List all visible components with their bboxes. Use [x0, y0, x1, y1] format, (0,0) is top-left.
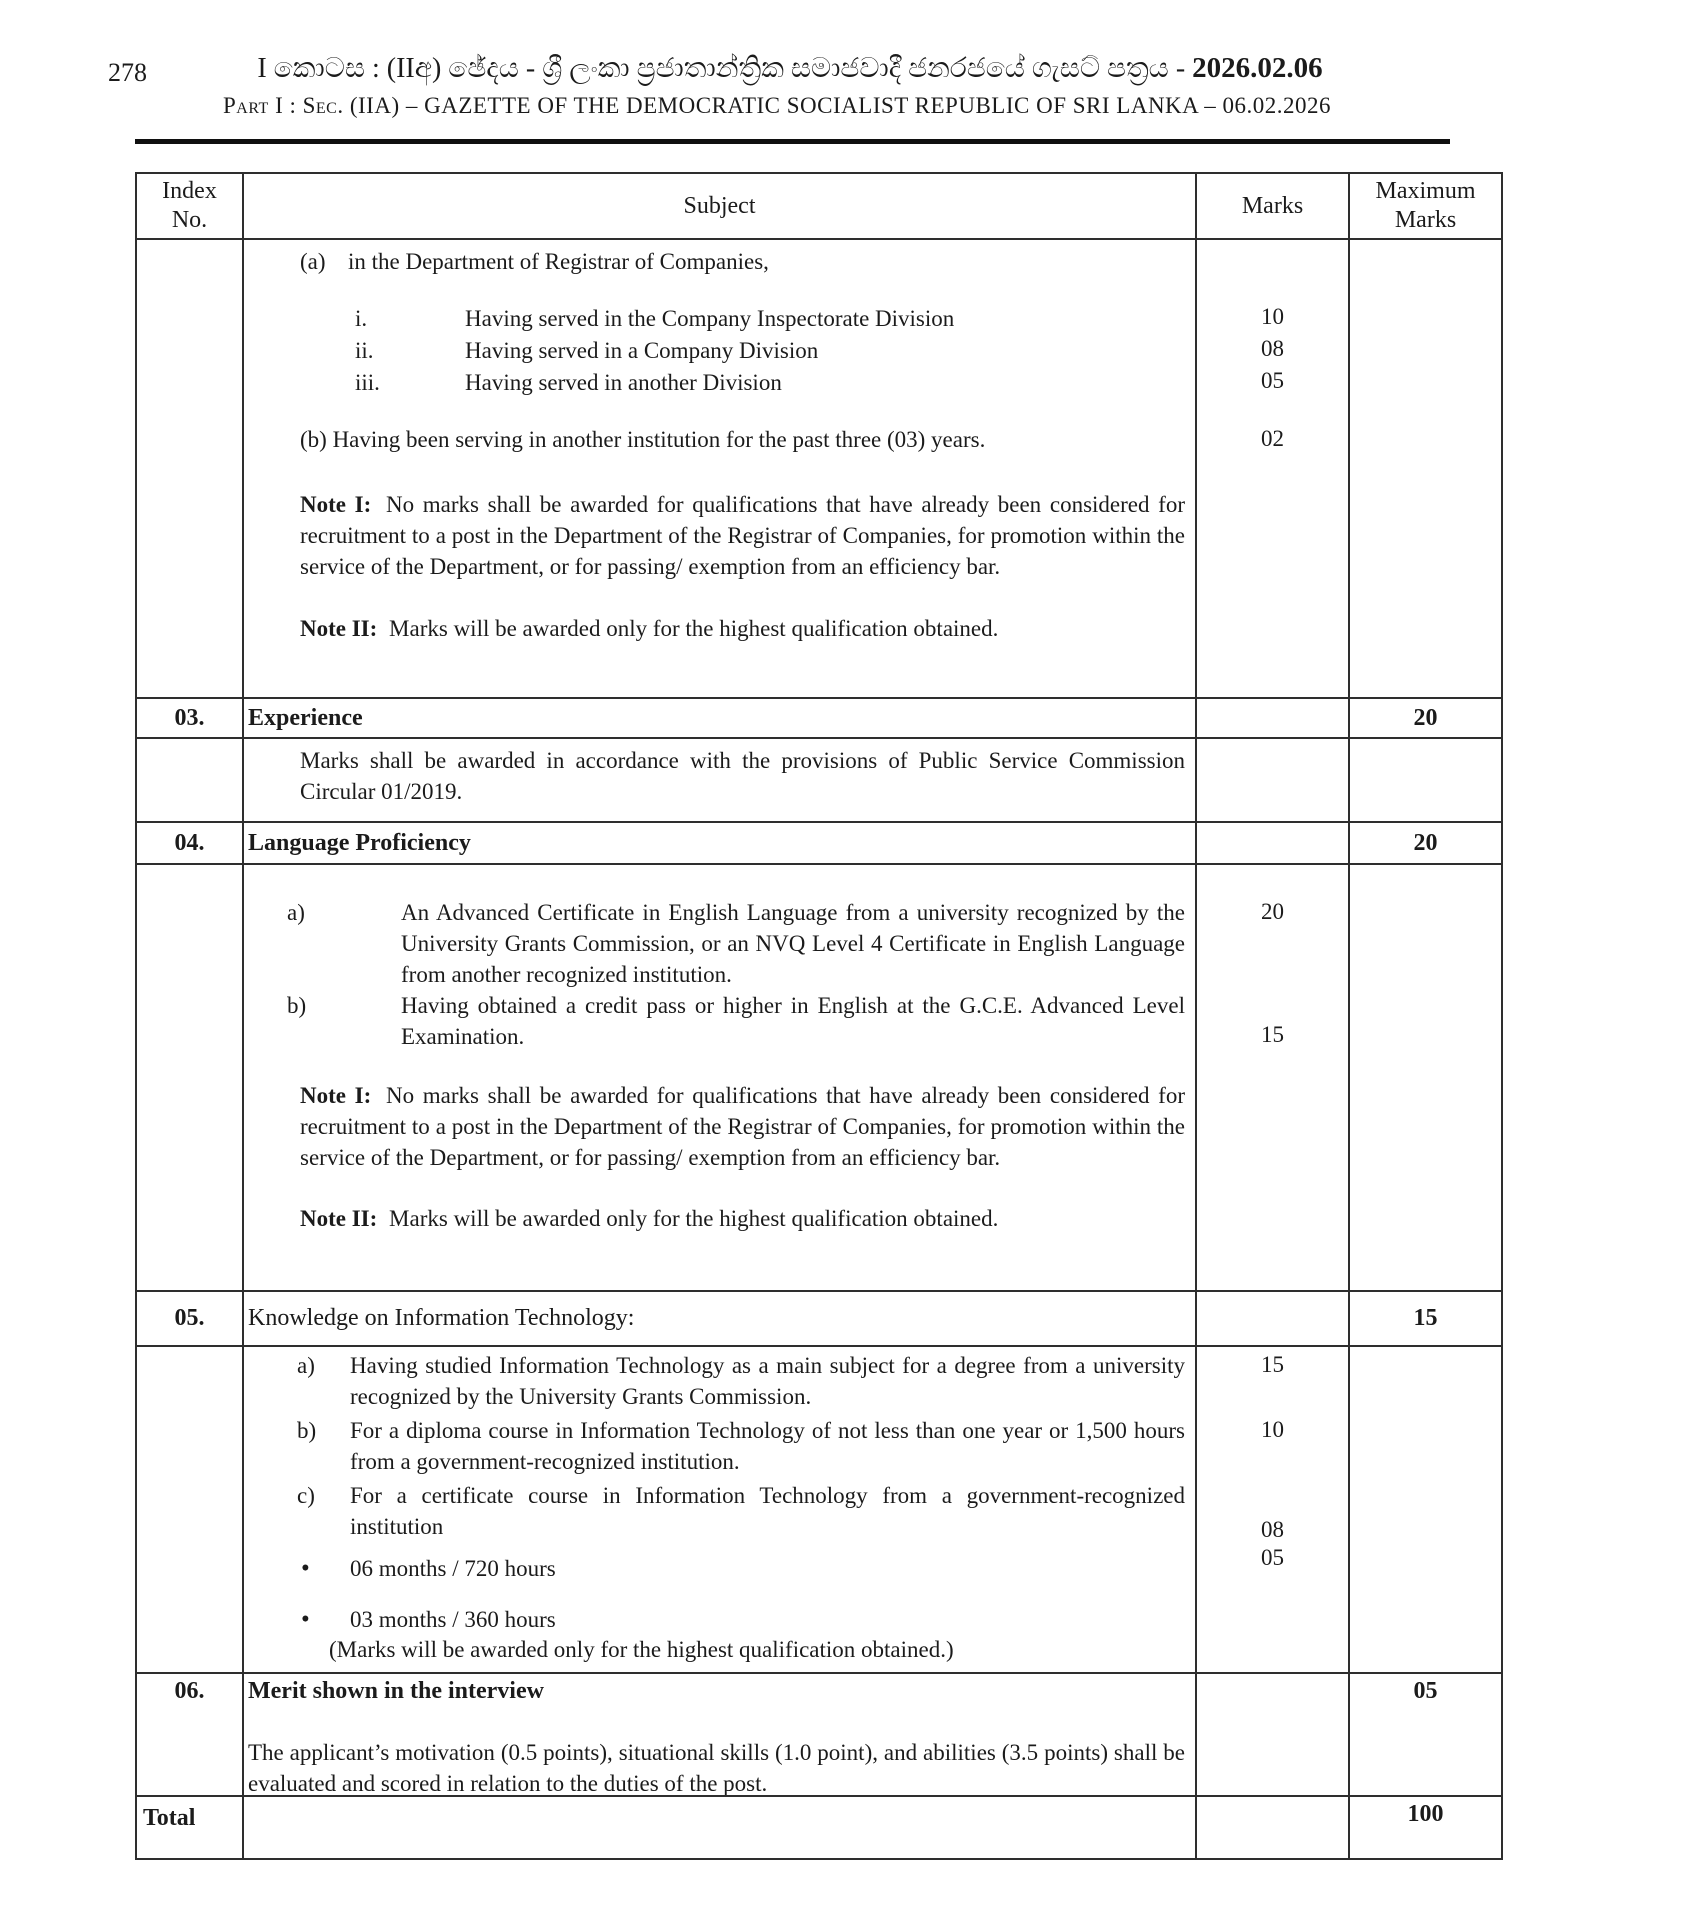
list-item: b) Having obtained a credit pass or higher in English at the G.C.E. Advanced Level Examination. [287, 993, 1185, 1049]
max-marks-value: 20 [1413, 704, 1438, 731]
cell-max-marks [1350, 240, 1501, 697]
header-english: Part I : Sec. (IIA) – GAZETTE OF THE DEMOCRATIC SOCIALIST REPUBLIC OF SRI LANKA – 06.02.2026 [222, 93, 1332, 118]
bullet-note: (Marks will be awarded only for the highest qualification obtained.) [329, 1637, 954, 1662]
merit-desc: The applicant’s motivation (0.5 points), situational skills (1.0 point), and abilities (3.5 points) shall be evaluated and scored in relation to the duties of the post. [248, 1740, 1185, 1795]
cell-index-empty [137, 739, 244, 821]
cell-marks [1197, 1797, 1350, 1858]
note-1: Note I: No marks shall be awarded for qualifications that have already been considered for recruitment to a post in the Department of the Registrar of Companies, for promotion within the service of the Department, or for passing/ exemption from an efficiency bar. [300, 492, 1185, 579]
bullet-item: • 03 months / 360 hours [244, 1605, 1185, 1635]
cell-max-marks [1350, 739, 1501, 821]
list-item: a) An Advanced Certificate in English Language from a university recognized by the University Grants Commission, or an NVQ Level 4 Certificate in English Language from another recognized institution. [287, 900, 1185, 987]
header-subject: Subject [244, 174, 1197, 238]
header-maximum-marks: Maximum Marks [1375, 178, 1476, 233]
experience-desc: Marks shall be awarded in accordance with the provisions of Public Service Commission Circular 01/2019. [300, 748, 1185, 804]
cell-marks [1197, 1292, 1350, 1345]
row-experience-desc [137, 739, 1501, 823]
marks-value: 15 [1261, 1352, 1284, 1377]
note-1: Note I: No marks shall be awarded for qualifications that have already been considered for recruitment to a post in the Department of the Registrar of Companies, for promotion within the service of the Department, or for passing/ exemption from an efficiency bar. [300, 1083, 1185, 1170]
row-it-knowledge [137, 1292, 1501, 1347]
list-item: a) Having studied Information Technology as a main subject for a degree from a university recognized by the University Grants Commission. [297, 1353, 1185, 1409]
marks-value: 10 [1261, 304, 1284, 329]
max-marks-value: 20 [1413, 829, 1438, 856]
cell-marks [1197, 865, 1350, 1290]
cell-marks [1197, 823, 1350, 863]
marks-value: 15 [1261, 1022, 1284, 1047]
cell-marks [1197, 1347, 1350, 1672]
cell-marks [1197, 1674, 1350, 1795]
marks-value: 10 [1261, 1417, 1284, 1442]
cell-subject-language [244, 865, 1197, 1290]
item-b-line: (b) Having been serving in another institution for the past three (03) years. [300, 427, 986, 452]
note-1-label: Note I: [300, 1083, 372, 1108]
cell-total-label [137, 1797, 244, 1858]
cell-subject-merit [244, 1674, 1197, 1795]
section-title: Experience [244, 699, 1197, 737]
cell-index [137, 1674, 244, 1795]
marks-value: 20 [1261, 899, 1284, 924]
cell-index-empty [137, 865, 244, 1290]
row-merit-interview [137, 1674, 1501, 1797]
header-sinhala [0, 52, 1580, 85]
header-marks: Marks [1197, 174, 1350, 238]
cell-subject-qualifications [244, 240, 1197, 697]
cell-max-marks [1350, 1347, 1501, 1672]
total-label: Total [143, 1805, 196, 1831]
row-total [137, 1797, 1501, 1858]
bullet-item: • 06 months / 720 hours [244, 1554, 1185, 1584]
list-item: iii. Having served in another Division [355, 370, 782, 395]
cell-index-empty [137, 240, 244, 697]
cell-subject-it [244, 1347, 1197, 1672]
cell-index-empty [137, 1347, 244, 1672]
section-title: Knowledge on Information Technology: [244, 1292, 1197, 1345]
header-index-no: Index No. [137, 174, 244, 238]
note-2-label: Note II: [300, 616, 378, 641]
cell-marks [1197, 699, 1350, 737]
section-title: Merit shown in the interview [248, 1678, 544, 1704]
index-number: 04. [137, 823, 244, 863]
marks-value: 05 [1261, 1545, 1284, 1570]
table-header-row [137, 174, 1501, 240]
list-item: c) For a certificate course in Information Technology from a government-recognized institution [297, 1483, 1185, 1539]
total-max-marks-value: 100 [1407, 1801, 1444, 1827]
index-number: 03. [137, 699, 244, 737]
row-it-content [137, 1347, 1501, 1674]
index-number: 06. [174, 1678, 205, 1704]
cell-subject-desc [244, 739, 1197, 821]
header-sinhala-date: 2026.02.06 [1192, 52, 1323, 84]
item-a-heading: (a) in the Department of Registrar of Companies, [300, 249, 769, 274]
service-sublist [244, 303, 1195, 399]
row-experience [137, 699, 1501, 739]
header-sinhala-text: I කොටස : (IIඅ) ඡේදය - ශ්‍රී ලංකා ප්‍රජාතාන්ත්‍රික සමාජවාදී ජනරජයේ ගැසට් පත්‍රය - [257, 53, 1193, 84]
max-marks-value: 05 [1413, 1678, 1438, 1704]
row-language-proficiency [137, 823, 1501, 865]
note-1-label: Note I: [300, 492, 372, 517]
page-number: 278 [108, 58, 147, 87]
marks-value: 08 [1261, 336, 1284, 361]
marks-value: 02 [1261, 426, 1284, 451]
cell-subject-empty [244, 1797, 1197, 1858]
note-2: Note II: Marks will be awarded only for the highest qualification obtained. [300, 616, 999, 641]
list-item: b) For a diploma course in Information Technology of not less than one year or 1,500 hours from a government-recognized institution. [297, 1418, 1185, 1474]
row-qualifications [137, 240, 1501, 699]
bullet-icon [301, 1605, 350, 1635]
marks-table [135, 172, 1503, 1860]
cell-max-marks [1350, 865, 1501, 1290]
max-marks-value: 15 [1413, 1305, 1438, 1331]
list-item: ii. Having served in a Company Division [355, 338, 819, 363]
row-language-content [137, 865, 1501, 1292]
marks-value: 08 [1261, 1517, 1284, 1542]
note-2: Note II: Marks will be awarded only for the highest qualification obtained. [300, 1206, 999, 1231]
note-2-label: Note II: [300, 1206, 378, 1231]
marks-value: 05 [1261, 368, 1284, 393]
header-rule [135, 139, 1450, 144]
bullet-icon [301, 1554, 350, 1584]
list-item: i. Having served in the Company Inspectorate Division [355, 306, 955, 331]
cell-marks [1197, 739, 1350, 821]
index-number: 05. [137, 1292, 244, 1345]
section-title: Language Proficiency [244, 823, 1197, 863]
